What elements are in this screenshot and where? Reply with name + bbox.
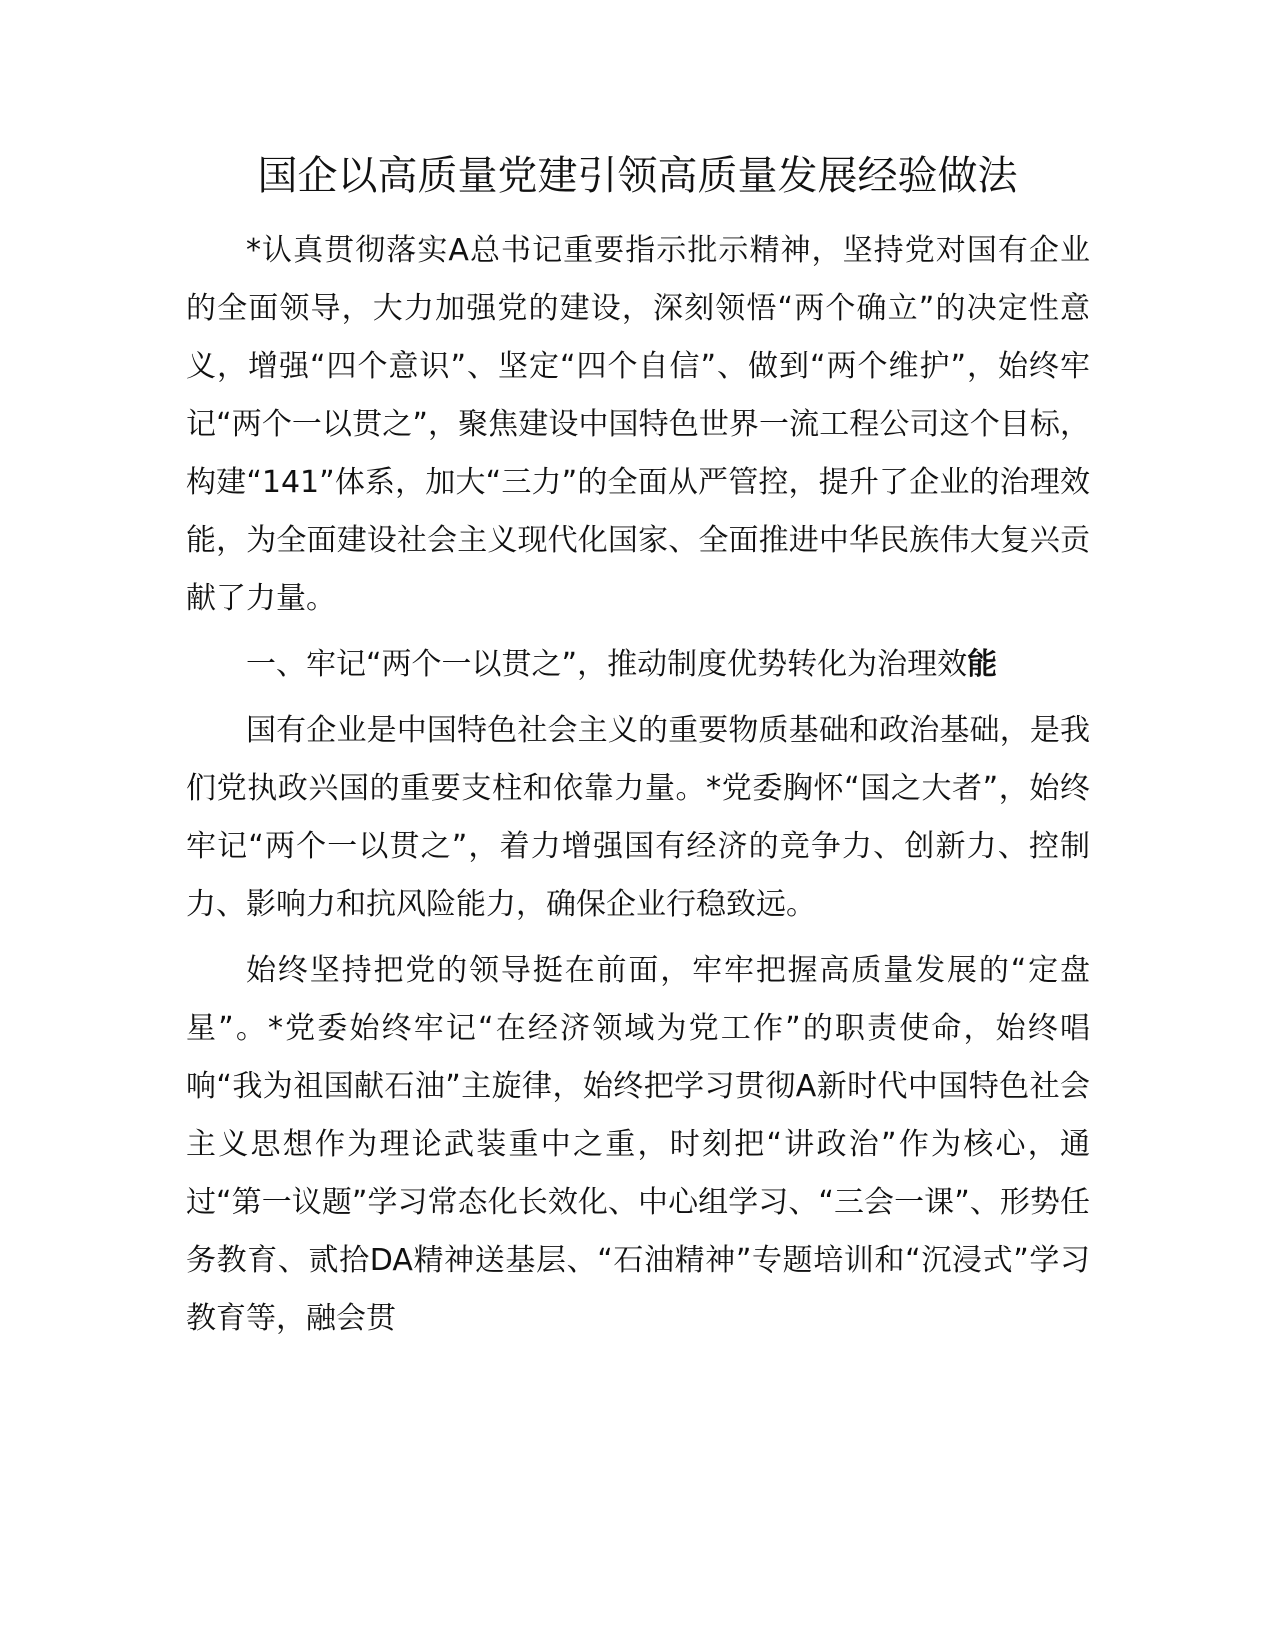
section-heading-1-tail: 能 (967, 647, 998, 682)
document-body (186, 222, 1090, 1348)
paragraph-soe-foundation: 国有企业是中国特色社会主义的重要物质基础和政治基础，是我们党执政兴国的重要支柱和依靠力量。*党委胸怀“国之大者”，始终牢记“两个一以贯之”，着力增强国有经济的竞争力、创新力、控制力、影响力和抗风险能力，确保企业行稳致远。 (186, 713, 1090, 922)
section-heading-1-text: 一、牢记“两个一以贯之”，推动制度优势转化为治理效 (246, 647, 968, 682)
section-heading-1 (186, 636, 1090, 694)
paragraph-party-leadership: 始终坚持把党的领导挺在前面，牢牢把握高质量发展的“定盘星”。*党委始终牢记“在经济领域为党工作”的职责使命，始终唱响“我为祖国献石油”主旋律，始终把学习贯彻A新时代中国特色社会主义思想作为理论武装重中之重，时刻把“讲政治”作为核心，通过“第一议题”学习常态化长效化、中心组学习、“三会一课”、形势任务教育、贰拾DA精神送基层、“石油精神”专题培训和“沉浸式”学习教育等，融会贯 (186, 953, 1090, 1336)
paragraph-intro: *认真贯彻落实A总书记重要指示批示精神，坚持党对国有企业的全面领导，大力加强党的建设，深刻领悟“两个确立”的决定性意义，增强“四个意识”、坚定“四个自信”、做到“两个维护”，始终牢记“两个一以贯之”，聚焦建设中国特色世界一流工程公司这个目标，构建“141”体系，加大“三力”的全面从严管控，提升了企业的治理效能，为全面建设社会主义现代化国家、全面推进中华民族伟大复兴贡献了力量。 (186, 233, 1090, 616)
document-title: 国企以高质量党建引领高质量发展经验做法 (257, 153, 1018, 199)
